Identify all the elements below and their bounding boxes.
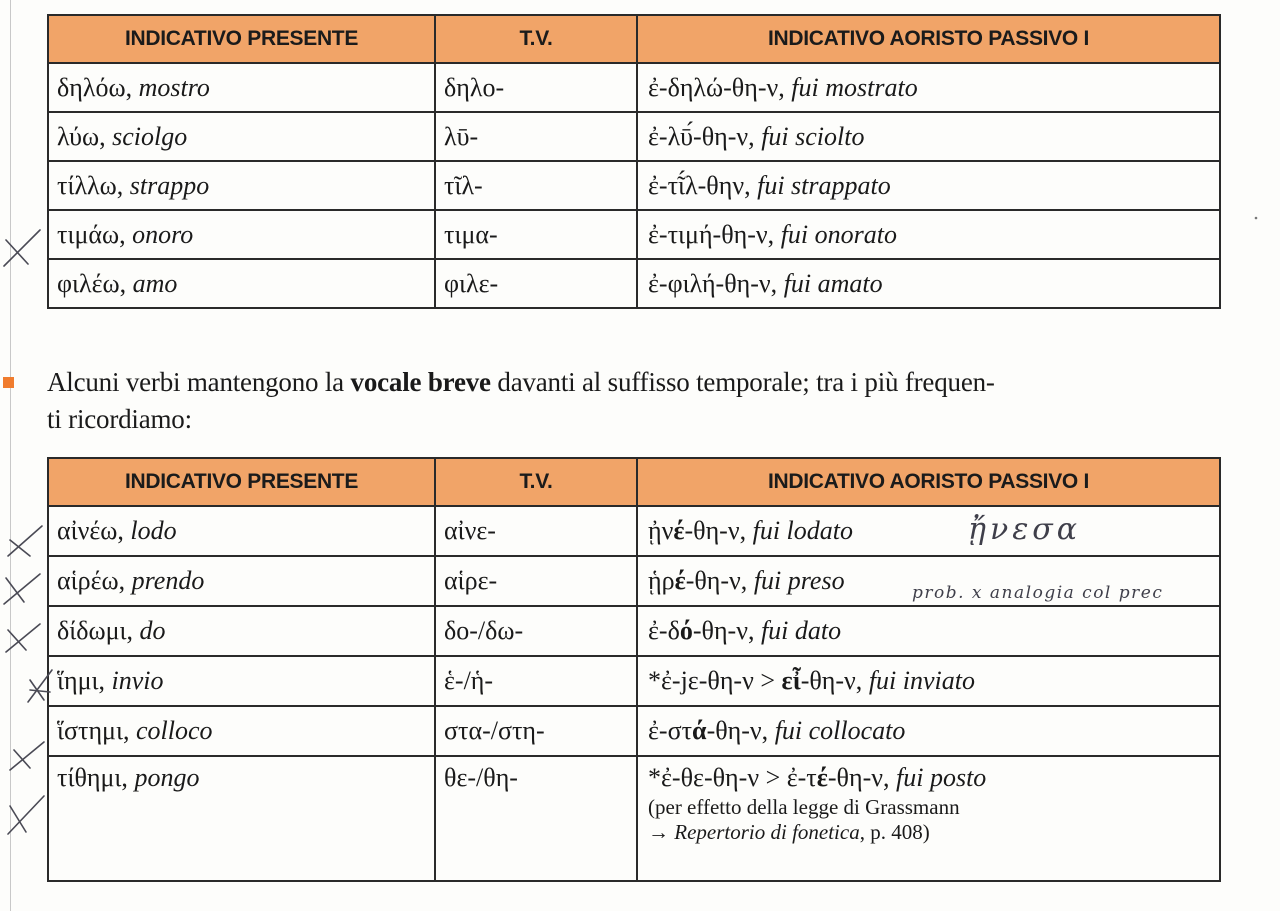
tv-cell: αἰνε-	[435, 506, 637, 556]
aorist-meaning: fui amato	[783, 268, 883, 298]
present-meaning: colloco	[136, 716, 213, 745]
aorist-greek-bold: εἶ	[781, 666, 801, 695]
aorist-greek: ἐ-τῖ́λ-θην,	[648, 170, 751, 200]
present-cell	[48, 656, 435, 706]
para-line-2: ti ricordiamo:	[47, 404, 192, 434]
aorist-greek-bold: ό	[679, 616, 693, 645]
present-greek: αἰνέω,	[57, 516, 124, 545]
aorist-greek-post: -θη-ν,	[827, 763, 890, 792]
table-row	[48, 756, 1220, 881]
aorist-greek-bold: έ	[673, 516, 685, 545]
tv-cell: τῖλ-	[435, 161, 637, 210]
present-meaning: sciolgo	[112, 121, 188, 151]
present-meaning: strappo	[129, 170, 210, 200]
header-aorist: INDICATIVO AORISTO PASSIVO I	[637, 15, 1220, 63]
table-present-aorist-1	[47, 14, 1221, 309]
present-meaning: mostro	[138, 72, 210, 102]
present-greek: δηλόω,	[57, 72, 133, 102]
present-meaning: pongo	[134, 763, 200, 792]
header-present: INDICATIVO PRESENTE	[48, 15, 435, 63]
note-line-1: (per effetto della legge di Grassmann	[648, 795, 960, 819]
aorist-greek-pre: ᾐν	[648, 516, 674, 545]
present-greek: τίλλω,	[57, 170, 124, 200]
present-cell	[48, 259, 435, 308]
aorist-cell	[637, 706, 1220, 756]
tv-cell: θε-/θη-	[435, 756, 637, 881]
aorist-cell	[637, 112, 1220, 161]
aorist-cell	[637, 161, 1220, 210]
present-greek: ἵημι,	[57, 666, 106, 695]
present-meaning: amo	[132, 268, 178, 298]
note-page: , p. 408)	[859, 820, 930, 844]
aorist-cell	[637, 63, 1220, 112]
present-cell	[48, 556, 435, 606]
aorist-meaning: fui lodato	[752, 516, 853, 545]
table-row	[48, 706, 1220, 756]
table-row	[48, 63, 1220, 112]
header-aorist: INDICATIVO AORISTO PASSIVO I	[637, 458, 1220, 506]
aorist-meaning: fui dato	[760, 616, 842, 645]
present-greek: φιλέω,	[57, 268, 127, 298]
tv-cell: τιμα-	[435, 210, 637, 259]
page-margin-line	[10, 0, 11, 911]
aorist-greek-bold: ά	[692, 716, 707, 745]
header-tv: T.V.	[435, 458, 637, 506]
aorist-greek-pre: *ἐ-jε-θη-ν >	[648, 666, 782, 695]
table-row	[48, 656, 1220, 706]
table-row	[48, 112, 1220, 161]
aorist-cell	[637, 756, 1220, 881]
present-cell	[48, 63, 435, 112]
aorist-cell	[637, 606, 1220, 656]
aorist-meaning: fui inviato	[868, 666, 975, 695]
speck-icon	[1255, 217, 1258, 220]
aorist-meaning: fui collocato	[774, 716, 906, 745]
table-row	[48, 210, 1220, 259]
aorist-greek-post: -θη-ν,	[685, 566, 748, 595]
aorist-meaning: fui posto	[896, 763, 987, 792]
aorist-meaning: fui onorato	[780, 219, 897, 249]
aorist-greek-pre: *ἐ-θε-θη-ν > ἐ-τ	[648, 763, 817, 792]
header-tv: T.V.	[435, 15, 637, 63]
tv-cell: στα-/στη-	[435, 706, 637, 756]
aorist-greek: ἐ-λῡ́-θη-ν,	[648, 121, 755, 151]
aorist-greek: ἐ-φιλή-θη-ν,	[648, 268, 778, 298]
handwritten-note-1: ᾔνεσα	[968, 512, 1082, 547]
aorist-greek-post: -θη-ν,	[692, 616, 755, 645]
para-text-end: davanti al suffisso temporale; tra i più frequen-	[490, 367, 995, 397]
present-meaning: lodo	[130, 516, 177, 545]
table-header-row	[48, 458, 1220, 506]
present-cell	[48, 756, 435, 881]
present-cell	[48, 161, 435, 210]
check-mark-icon	[6, 624, 40, 652]
aorist-greek-pre: ᾑρ	[648, 566, 675, 595]
aorist-greek-post: -θη-ν,	[800, 666, 863, 695]
aorist-greek-bold: έ	[816, 763, 828, 792]
para-bold-term: vocale breve	[350, 367, 491, 397]
aorist-meaning: fui preso	[753, 566, 845, 595]
present-cell	[48, 606, 435, 656]
aorist-cell	[637, 210, 1220, 259]
present-greek: λύω,	[57, 121, 106, 151]
aorist-meaning: fui mostrato	[791, 72, 918, 102]
present-meaning: do	[139, 616, 166, 645]
check-mark-icon	[10, 742, 44, 770]
tv-cell: δο-/δω-	[435, 606, 637, 656]
present-greek: αἱρέω,	[57, 566, 126, 595]
aorist-cell	[637, 259, 1220, 308]
present-cell	[48, 112, 435, 161]
header-present: INDICATIVO PRESENTE	[48, 458, 435, 506]
aorist-greek-pre: ἐ-στ	[648, 716, 693, 745]
table-row	[48, 161, 1220, 210]
tv-cell: φιλε-	[435, 259, 637, 308]
para-text-start: Alcuni verbi mantengono la	[47, 367, 351, 397]
table-header-row	[48, 15, 1220, 63]
aorist-greek: ἐ-τιμή-θη-ν,	[648, 219, 775, 249]
arrow-right-icon: →	[648, 820, 669, 844]
table-row	[48, 606, 1220, 656]
scan-specks	[1220, 0, 1280, 911]
aorist-greek-pre: ἐ-δ	[648, 616, 680, 645]
note-reference: Repertorio di fonetica	[674, 820, 860, 844]
tv-cell: ἑ-/ἡ-	[435, 656, 637, 706]
aorist-meaning: fui strappato	[757, 170, 891, 200]
aorist-greek-post: -θη-ν,	[706, 716, 769, 745]
aorist-meaning: fui sciolto	[761, 121, 865, 151]
present-greek: δίδωμι,	[57, 616, 134, 645]
tv-cell: δηλο-	[435, 63, 637, 112]
orange-bullet-icon	[3, 377, 14, 388]
body-paragraph	[47, 364, 1247, 438]
check-mark-icon	[8, 526, 42, 556]
present-cell	[48, 506, 435, 556]
present-meaning: invio	[111, 666, 164, 695]
aorist-greek-bold: έ	[674, 566, 686, 595]
aorist-greek: ἐ-δηλώ-θη-ν,	[648, 72, 785, 102]
present-greek: τίθημι,	[57, 763, 128, 792]
check-mark-icon	[8, 796, 44, 834]
aorist-cell	[637, 506, 1220, 556]
present-meaning: onoro	[132, 219, 194, 249]
aorist-greek-post: -θη-ν,	[684, 516, 747, 545]
aorist-cell	[637, 656, 1220, 706]
table-row	[48, 259, 1220, 308]
tv-cell: λῡ-	[435, 112, 637, 161]
present-cell	[48, 706, 435, 756]
handwritten-note-2: prob. x analogia col prec	[912, 583, 1164, 603]
present-meaning: prendo	[131, 566, 205, 595]
present-cell	[48, 210, 435, 259]
present-greek: ἵστημι,	[57, 716, 130, 745]
tv-cell: αἱρε-	[435, 556, 637, 606]
present-greek: τιμάω,	[57, 219, 126, 249]
grassmann-note	[648, 795, 1219, 845]
